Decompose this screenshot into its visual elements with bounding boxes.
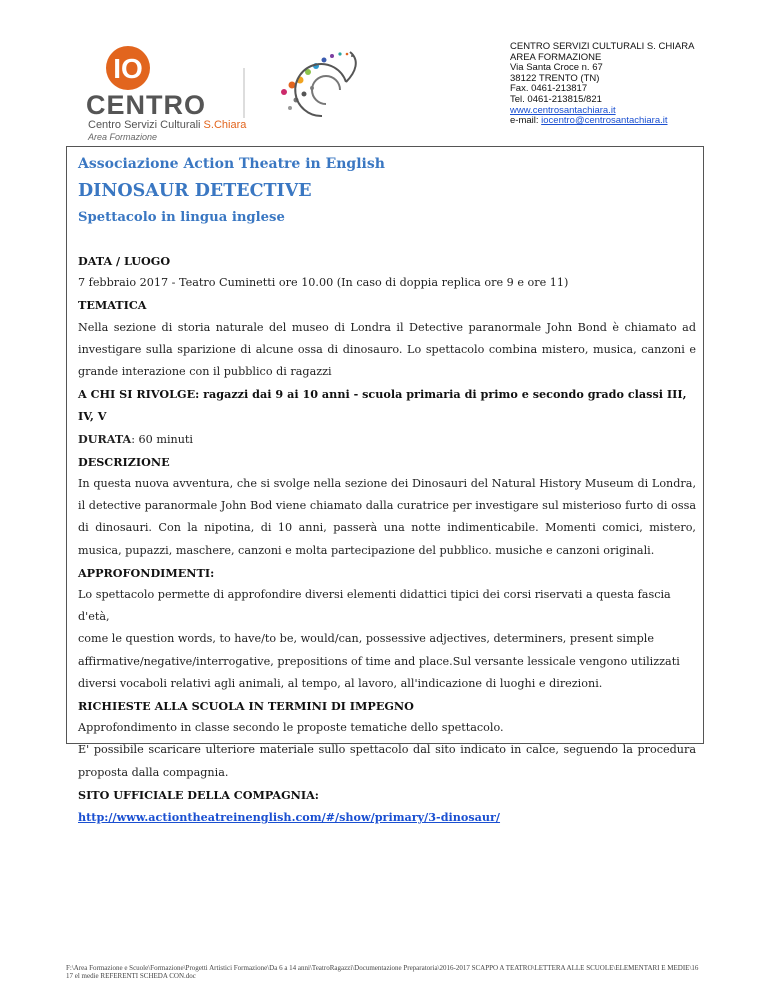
address-line: CENTRO SERVIZI CULTURALI S. CHIARA	[510, 41, 695, 52]
richieste-text-1: Approfondimento in classe secondo le proposte tematiche dello spettacolo.	[78, 721, 504, 735]
footer-file-path: F:\Area Formazione e Scuole\Formazione\Progetti Artistici Formazione\Da 6 a 14 anni\TeatroRagazzi\Documentazione Preparatoria\2016-2017 SCAPPO A TEATRO\LETTERA ALLE SCUOLE\ELEMENTARI E MEDIE\16 17 el medie REFERENTI SCHEDA CON.doc	[66, 964, 699, 980]
target-audience: A CHI SI RIVOLGE: ragazzi dai 9 ai 10 anni - scuola primaria di primo e secondo grado classi III, IV, V	[78, 387, 687, 424]
section-heading-data-luogo: DATA / LUOGO	[78, 254, 171, 268]
logo-wordmark: CENTRO	[86, 90, 206, 120]
logo-subtitle-small: Area Formazione	[88, 132, 158, 142]
address-line: Tel. 0461-213815/821	[510, 93, 602, 105]
section-heading-approfondimenti: APPROFONDIMENTI:	[78, 565, 215, 580]
spiral-graphic-icon	[281, 52, 356, 116]
descrizione-text: In questa nuova avventura, che si svolge nella sezione dei Dinosauri del Natural History Museum di Londra, il detective paranormale John Bod viene chiamato dalla curatrice per investigare sul misterioso furto di ossa di dinosauri. Con la nipotina, di 10 anni, passerà una notte indimenticabile. Momenti comici, mistero, musica, pupazzi, maschere, canzoni e molta partecipazione del pubblico. musiche e canzoni originali.	[78, 477, 696, 557]
richieste-text-2: E' possibile scaricare ulteriore materiale sullo spettacolo dal sito indicato in calce, seguendo la procedura proposta dalla compagnia.	[78, 743, 696, 779]
durata-line	[78, 428, 696, 451]
section-heading-descrizione: DESCRIZIONE	[78, 454, 170, 469]
durata-label: DURATA	[78, 431, 132, 446]
content-box	[66, 146, 704, 825]
company-website-link[interactable]: http://www.actiontheatreinenglish.com/#/show/primary/3-dinosaur/	[78, 810, 501, 825]
durata-value: : 60 minuti	[131, 432, 194, 446]
address-line: Fax. 0461-213817	[510, 83, 588, 95]
section-heading-sito: SITO UFFICIALE DELLA COMPAGNIA:	[78, 787, 319, 802]
address-line: 38122 TRENTO (TN)	[510, 72, 600, 84]
section-heading-richieste: RICHIESTE ALLA SCUOLA IN TERMINI DI IMPEGNO	[78, 699, 414, 714]
logo	[84, 42, 364, 142]
section-heading-tematica: TEMATICA	[78, 298, 147, 313]
address-block	[510, 42, 694, 127]
logo-number: IO	[113, 53, 143, 84]
show-subtitle: Spettacolo in lingua inglese	[78, 210, 285, 225]
address-line: Via Santa Croce n. 67	[510, 62, 603, 74]
approfondimenti-line: affirmative/negative/interrogative, prepositions of time and place.Sul versante lessicale vengono utilizzati	[78, 654, 680, 668]
centro-logo-icon	[84, 42, 364, 120]
organization-name: Associazione Action Theatre in English	[78, 156, 385, 172]
approfondimenti-line: come le question words, to have/to be, would/can, possessive adjectives, determiners, present simple	[78, 632, 654, 646]
tematica-text: Nella sezione di storia naturale del museo di Londra il Detective paranormale John Bond è chiamato ad investigare sulla sparizione di alcune ossa di dinosauro. Lo spettacolo combina mistero, musica, canzoni e grande interazione con il pubblico di ragazzi	[78, 320, 696, 379]
logo-subtitle: Centro Servizi Culturali S.Chiara	[88, 119, 247, 131]
document-body	[78, 250, 696, 829]
website-link[interactable]: www.centrosantachiara.it	[510, 104, 616, 116]
approfondimenti-line: Lo spettacolo permette di approfondire diversi elementi didattici tipici dei corsi riservati a questa fascia d'età,	[78, 588, 671, 624]
data-luogo-text: 7 febbraio 2017 - Teatro Cuminetti ore 10.00 (In caso di doppia replica ore 9 e ore 11)	[78, 276, 569, 290]
address-line: AREA FORMAZIONE	[510, 51, 602, 63]
approfondimenti-line: diversi vocaboli relativi agli animali, al tempo, al lavoro, all'indicazione di luoghi e direzioni.	[78, 676, 603, 690]
email-label: e-mail:	[510, 115, 542, 127]
show-title: DINOSAUR DETECTIVE	[78, 181, 312, 201]
email-link[interactable]: iocentro@centrosantachiara.it	[541, 115, 668, 127]
